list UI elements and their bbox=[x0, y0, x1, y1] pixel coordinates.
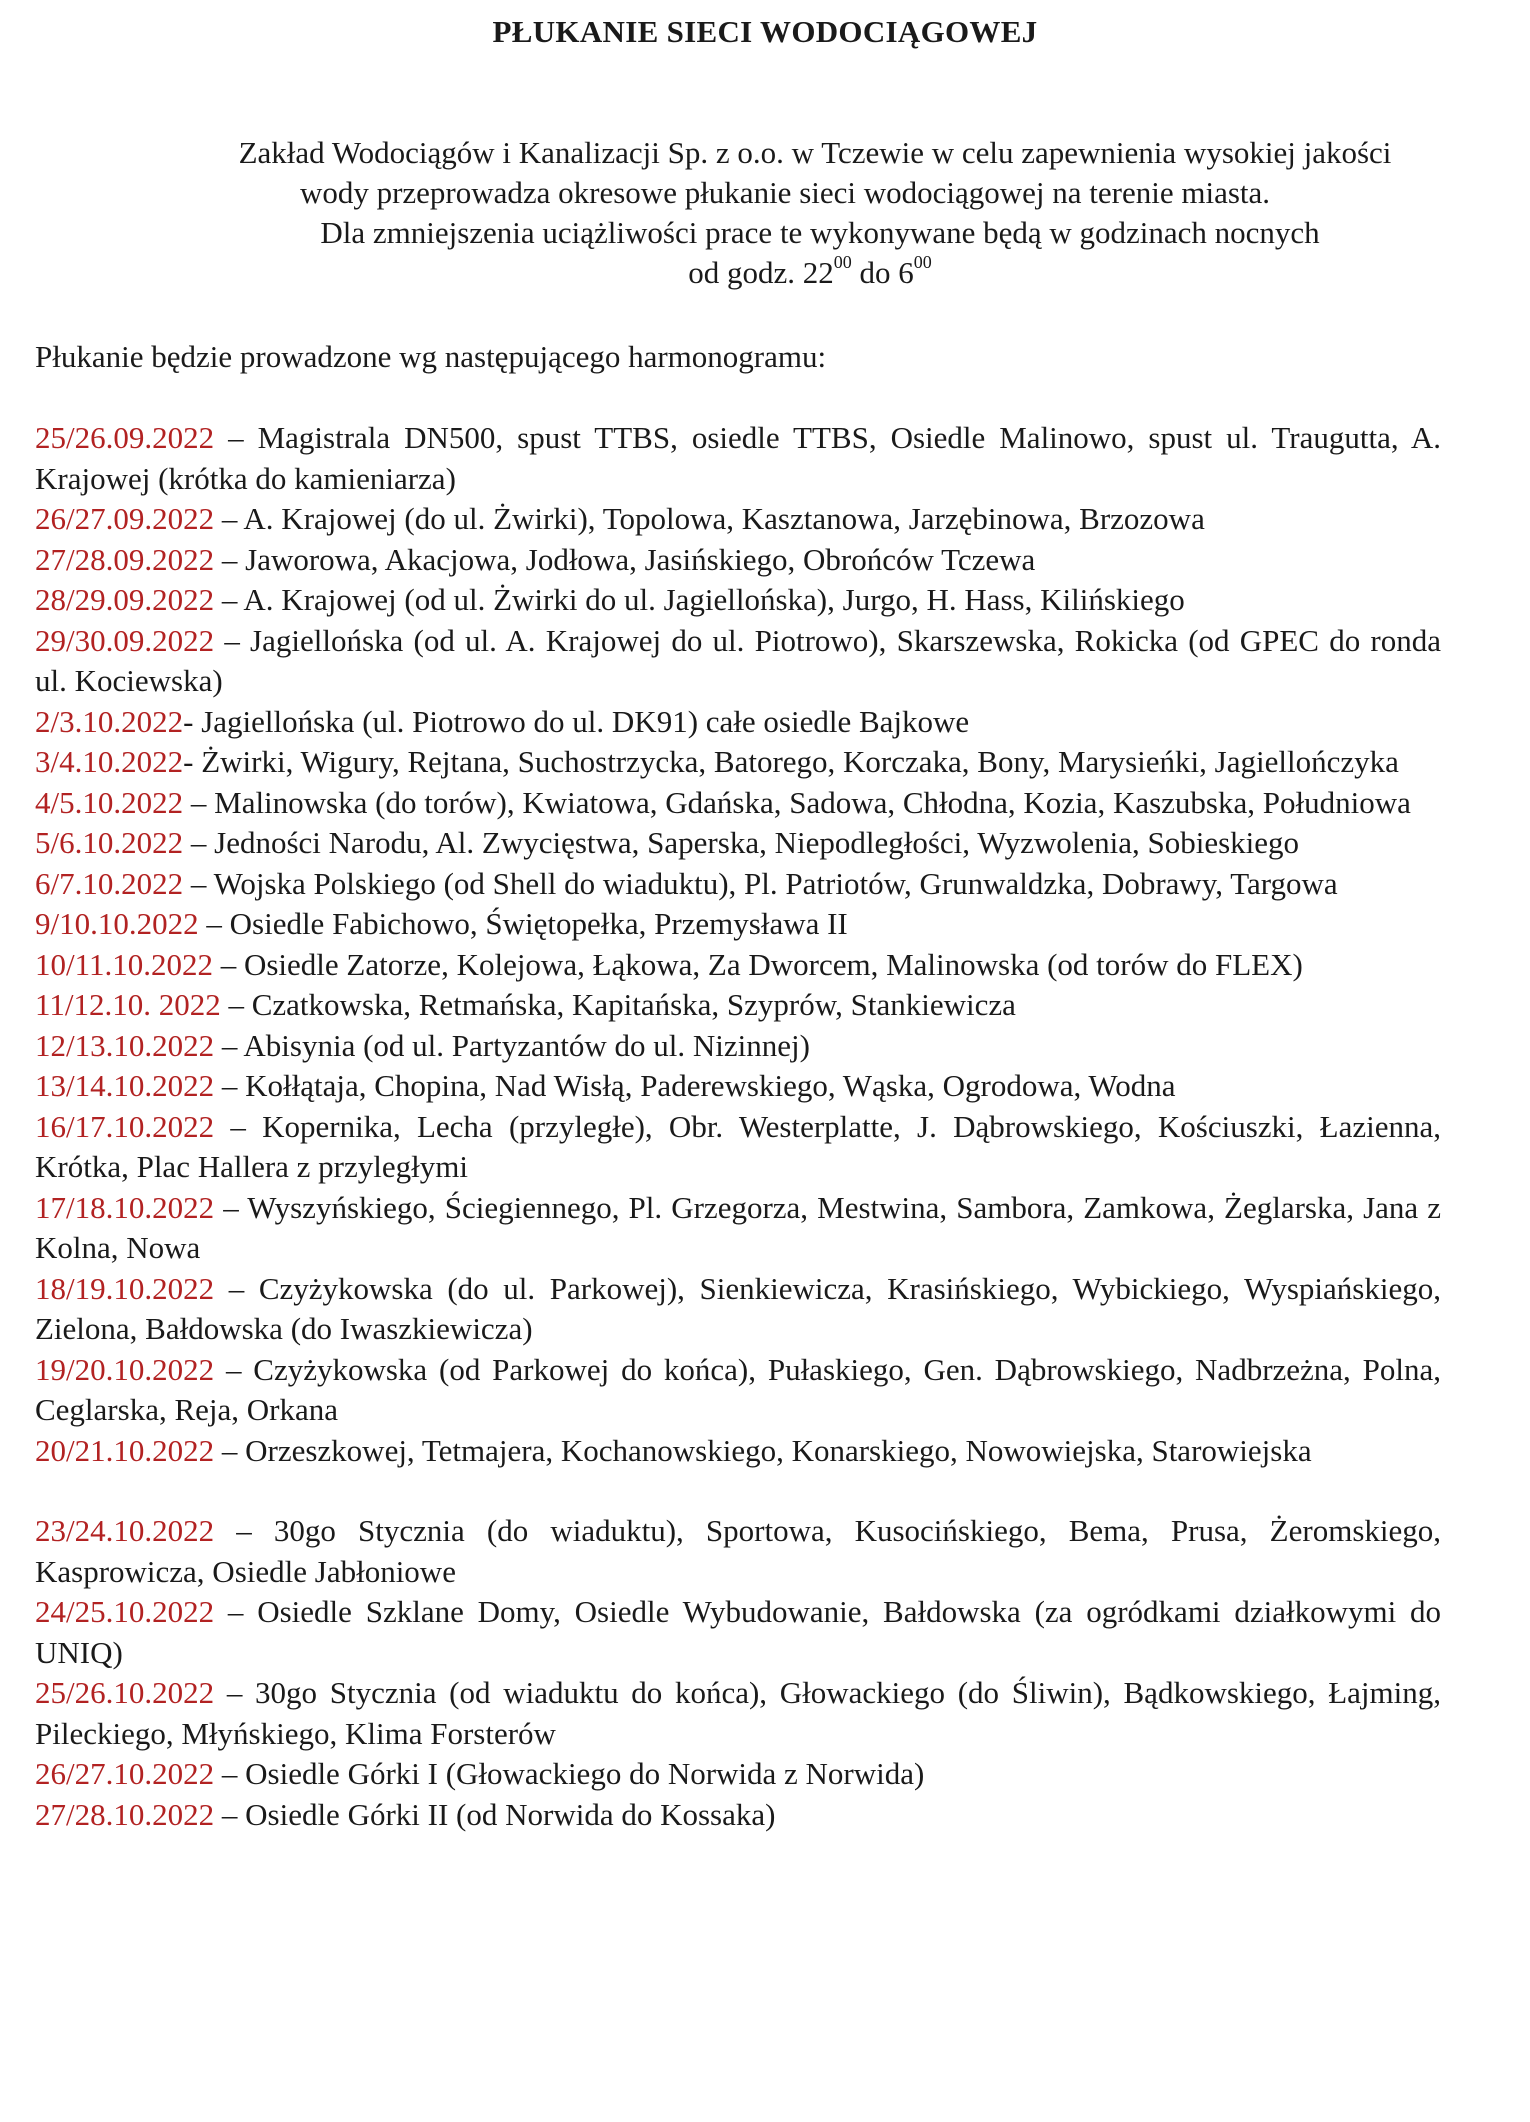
schedule-date: 17/18.10.2022 bbox=[35, 1189, 215, 1225]
schedule-streets: – Osiedle Fabichowo, Świętopełka, Przemysława II bbox=[198, 906, 848, 941]
schedule-streets: – Osiedle Szklane Domy, Osiedle Wybudowanie, Bałdowska (za ogródkami działkowymi do UNIQ) bbox=[35, 1594, 1441, 1670]
hours-mid: do 6 bbox=[851, 255, 914, 290]
hours-from-minutes: 00 bbox=[833, 251, 852, 272]
schedule-streets: – Wyszyńskiego, Ściegiennego, Pl. Grzegorza, Mestwina, Sambora, Zamkowa, Żeglarska, Jana z Kolna, Nowa bbox=[35, 1189, 1441, 1265]
intro-paragraph bbox=[0, 133, 1530, 293]
schedule-streets: – Kopernika, Lecha (przyległe), Obr. Westerplatte, J. Dąbrowskiego, Kościuszki, Łazienna, Krótka, Plac Hallera z przyległymi bbox=[35, 1108, 1441, 1184]
schedule-streets: – Malinowska (do torów), Kwiatowa, Gdańska, Sadowa, Chłodna, Kozia, Kaszubska, Południowa bbox=[183, 784, 1411, 820]
schedule-lead: Płukanie będzie prowadzone wg następującego harmonogramu: bbox=[35, 339, 827, 374]
schedule-streets: – Abisynia (od ul. Partyzantów do ul. Nizinnej) bbox=[214, 1027, 810, 1063]
schedule-date: 27/28.09.2022 bbox=[35, 541, 215, 577]
schedule-streets: – Czyżykowska (do ul. Parkowej), Sienkiewicza, Krasińskiego, Wybickiego, Wyspiańskiego, Zielona, Bałdowska (do Iwaszkiewicza) bbox=[35, 1270, 1441, 1346]
schedule-streets: – A. Krajowej (od ul. Żwirki do ul. Jagiellońska), Jurgo, H. Hass, Kilińskiego bbox=[214, 582, 1185, 617]
schedule-streets: – Osiedle Zatorze, Kolejowa, Łąkowa, Za Dworcem, Malinowska (od torów do FLEX) bbox=[212, 946, 1303, 982]
schedule-entry bbox=[35, 1350, 1441, 1431]
schedule-entry bbox=[35, 1754, 1441, 1795]
schedule-date: 20/21.10.2022 bbox=[35, 1432, 215, 1468]
schedule-streets: – 30go Stycznia (od wiaduktu do końca), Głowackiego (do Śliwin), Bądkowskiego, Łajming, Pileckiego, Młyńskiego, Klima Forsterów bbox=[35, 1675, 1441, 1751]
schedule-entry bbox=[35, 1188, 1441, 1269]
schedule-entry bbox=[35, 540, 1441, 581]
schedule-date: 25/26.09.2022 bbox=[35, 420, 215, 455]
intro-line-2: wody przeprowadza okresowe płukanie sieci wodociągowej na terenie miasta. bbox=[299, 175, 1271, 210]
schedule-date: 13/14.10.2022 bbox=[35, 1068, 215, 1103]
schedule-entry bbox=[35, 1511, 1441, 1592]
schedule-date: 4/5.10.2022 bbox=[35, 784, 184, 820]
schedule-entry bbox=[35, 742, 1441, 783]
schedule-date: 11/12.10. 2022 bbox=[35, 987, 221, 1022]
document-title: PŁUKANIE SIECI WODOCIĄGOWEJ bbox=[492, 14, 1038, 49]
schedule-streets: – Osiedle Górki II (od Norwida do Kossaka) bbox=[214, 1796, 776, 1832]
schedule-date: 27/28.10.2022 bbox=[35, 1796, 215, 1832]
schedule-streets: – Orzeszkowej, Tetmajera, Kochanowskiego, Konarskiego, Nowowiejska, Starowiejska bbox=[214, 1432, 1312, 1468]
schedule-entry bbox=[35, 418, 1441, 499]
schedule-entry bbox=[35, 1269, 1441, 1350]
schedule-date: 29/30.09.2022 bbox=[35, 622, 215, 658]
schedule-streets: – Jaworowa, Akacjowa, Jodłowa, Jasińskiego, Obrońców Tczewa bbox=[214, 541, 1036, 577]
schedule-date: 23/24.10.2022 bbox=[35, 1513, 215, 1548]
schedule-entry bbox=[35, 823, 1441, 864]
schedule-entry bbox=[35, 621, 1441, 702]
schedule-streets: – Czyżykowska (od Parkowej do końca), Pułaskiego, Gen. Dąbrowskiego, Nadbrzeżna, Polna, Ceglarska, Reja, Orkana bbox=[35, 1351, 1441, 1427]
schedule-date: 12/13.10.2022 bbox=[35, 1027, 215, 1063]
schedule-streets: - Jagiellońska (ul. Piotrowo do ul. DK91) całe osiedle Bajkowe bbox=[183, 703, 970, 739]
schedule-entry bbox=[35, 985, 1441, 1026]
schedule-streets: – Wojska Polskiego (od Shell do wiaduktu), Pl. Patriotów, Grunwaldzka, Dobrawy, Targowa bbox=[183, 865, 1338, 901]
schedule-entry bbox=[35, 1673, 1441, 1754]
schedule-entry bbox=[35, 864, 1441, 905]
schedule-date: 25/26.10.2022 bbox=[35, 1675, 215, 1710]
schedule-date: 10/11.10.2022 bbox=[35, 946, 213, 982]
schedule-entry bbox=[35, 580, 1441, 621]
schedule-entry bbox=[35, 702, 1441, 743]
schedule-streets: – Kołłątaja, Chopina, Nad Wisłą, Paderewskiego, Wąska, Ogrodowa, Wodna bbox=[214, 1068, 1176, 1103]
schedule-streets: – Osiedle Górki I (Głowackiego do Norwida z Norwida) bbox=[214, 1756, 925, 1791]
schedule-streets: - Żwirki, Wigury, Rejtana, Suchostrzycka, Batorego, Korczaka, Bony, Marysieńki, Jagiellończyka bbox=[183, 744, 1399, 779]
schedule-streets: – A. Krajowej (do ul. Żwirki), Topolowa, Kasztanowa, Jarzębinowa, Brzozowa bbox=[214, 501, 1205, 536]
intro-hours bbox=[0, 253, 1530, 293]
schedule-streets: – Jagiellońska (od ul. A. Krajowej do ul. Piotrowo), Skarszewska, Rokicka (od GPEC do ronda ul. Kociewska) bbox=[35, 622, 1441, 698]
schedule-streets: – 30go Stycznia (do wiaduktu), Sportowa, Kusocińskiego, Bema, Prusa, Żeromskiego, Kasprowicza, Osiedle Jabłoniowe bbox=[35, 1513, 1441, 1589]
schedule-date: 16/17.10.2022 bbox=[35, 1108, 215, 1144]
schedule-entry bbox=[35, 1795, 1441, 1836]
schedule-entry bbox=[35, 783, 1441, 824]
hours-prefix: od godz. 22 bbox=[688, 255, 834, 290]
schedule-date: 3/4.10.2022 bbox=[35, 744, 184, 779]
schedule-date: 24/25.10.2022 bbox=[35, 1594, 215, 1629]
schedule-entry bbox=[35, 1592, 1441, 1673]
schedule-list bbox=[35, 418, 1441, 1835]
schedule-entry bbox=[35, 1431, 1441, 1472]
schedule-entry bbox=[35, 1066, 1441, 1107]
intro-line-1: Zakład Wodociągów i Kanalizacji Sp. z o.o. w Tczewie w celu zapewnienia wysokiej jakości bbox=[238, 135, 1392, 170]
hours-to-minutes: 00 bbox=[913, 251, 932, 272]
schedule-streets: – Jedności Narodu, Al. Zwycięstwa, Saperska, Niepodległości, Wyzwolenia, Sobieskiego bbox=[183, 825, 1300, 860]
schedule-date: 9/10.10.2022 bbox=[35, 906, 199, 941]
schedule-date: 19/20.10.2022 bbox=[35, 1351, 215, 1387]
schedule-entry bbox=[35, 1026, 1441, 1067]
schedule-date: 28/29.09.2022 bbox=[35, 582, 215, 617]
schedule-date: 26/27.09.2022 bbox=[35, 501, 215, 536]
schedule-entry bbox=[35, 1107, 1441, 1188]
schedule-date: 18/19.10.2022 bbox=[35, 1270, 215, 1306]
schedule-entry bbox=[35, 499, 1441, 540]
schedule-entry bbox=[35, 904, 1441, 945]
schedule-streets: – Magistrala DN500, spust TTBS, osiedle TTBS, Osiedle Malinowo, spust ul. Traugutta, A. Krajowej (krótka do kamieniarza) bbox=[35, 420, 1441, 496]
schedule-date: 5/6.10.2022 bbox=[35, 825, 184, 860]
schedule-streets: – Czatkowska, Retmańska, Kapitańska, Szyprów, Stankiewicza bbox=[220, 987, 1016, 1022]
schedule-date: 2/3.10.2022 bbox=[35, 703, 184, 739]
schedule-date: 6/7.10.2022 bbox=[35, 865, 184, 901]
intro-line-3: Dla zmniejszenia uciążliwości prace te wykonywane będą w godzinach nocnych bbox=[320, 215, 1320, 250]
schedule-date: 26/27.10.2022 bbox=[35, 1756, 215, 1791]
schedule-entry bbox=[35, 945, 1441, 986]
